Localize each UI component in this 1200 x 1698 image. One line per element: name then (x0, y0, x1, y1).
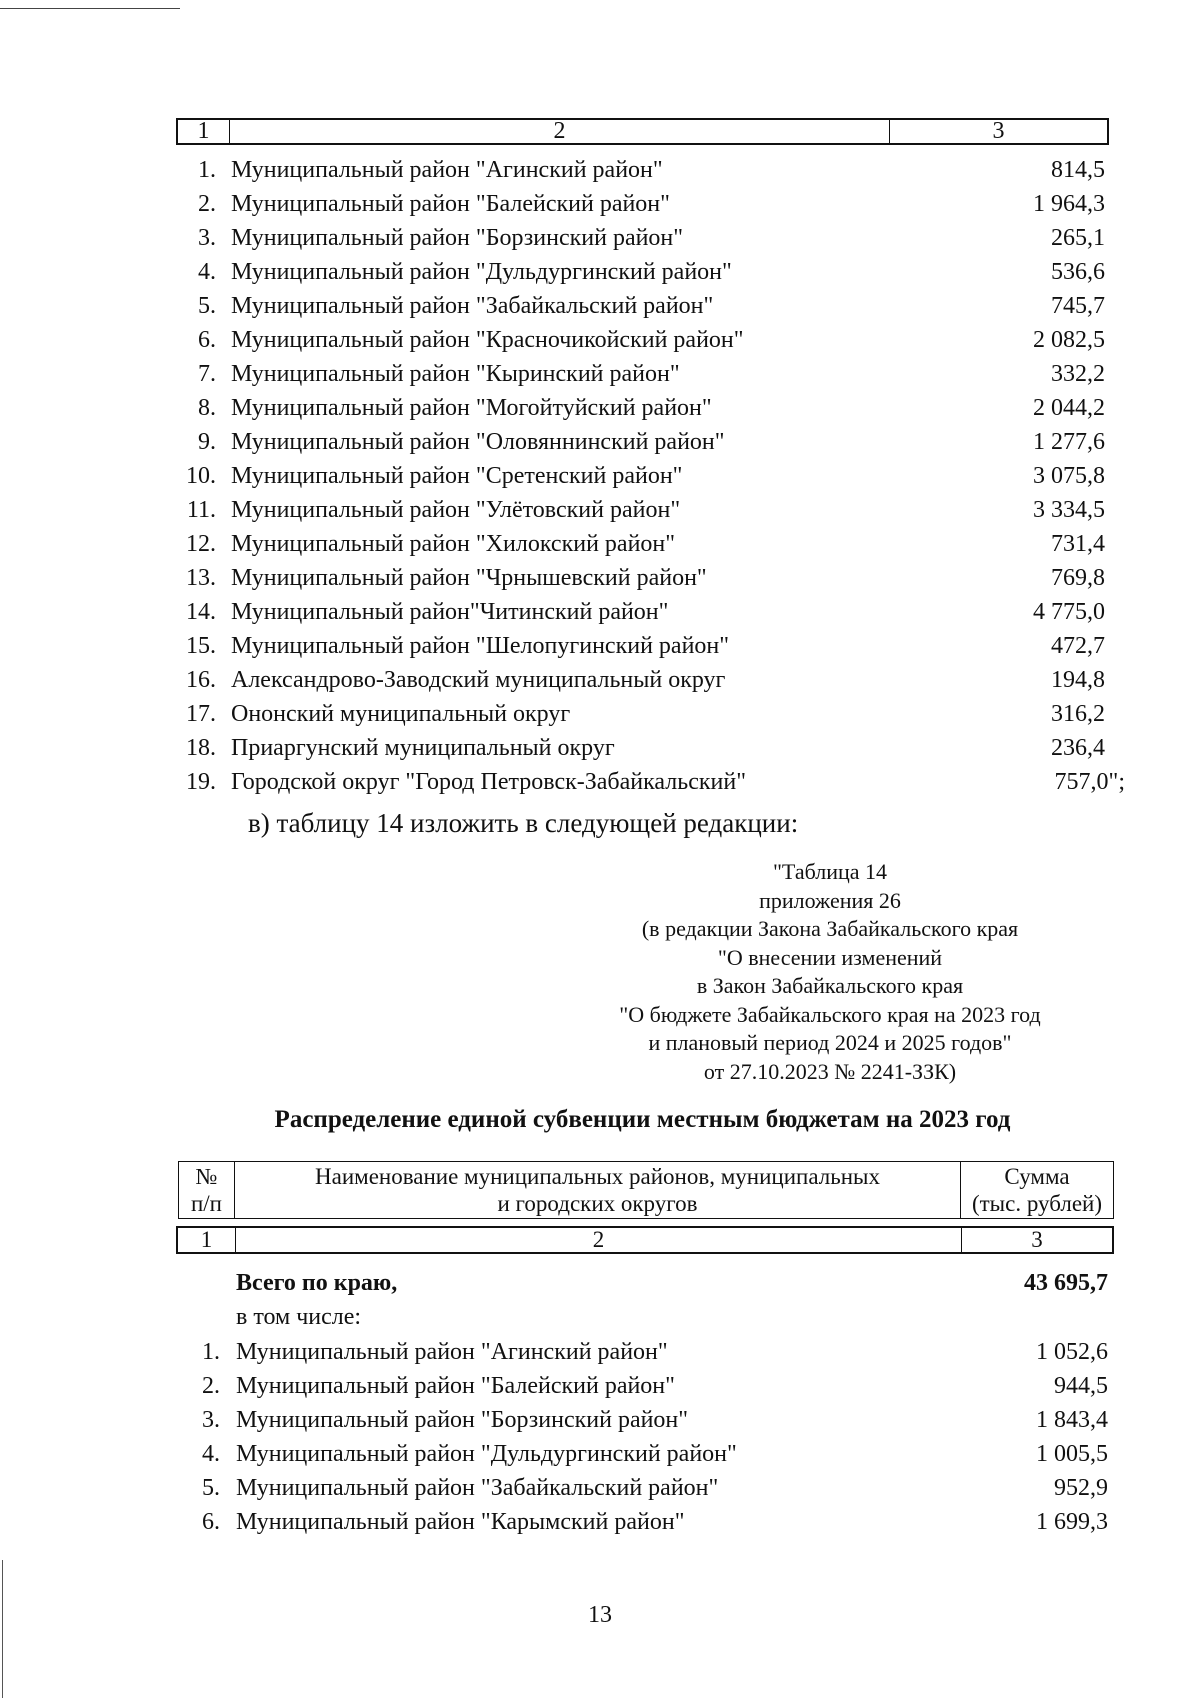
row-number: 12. (186, 531, 216, 557)
row-number: 18. (186, 735, 216, 761)
row-name: Муниципальный район "Забайкальский район" (236, 1475, 719, 1501)
row-name: Муниципальный район "Шелопугинский район" (231, 633, 730, 659)
scan-corner-line (0, 8, 180, 9)
subtotal-label: в том числе: (236, 1304, 362, 1330)
caption-line: "О внесении изменений (717, 944, 943, 970)
row-number: 1. (198, 157, 216, 183)
row-value: 1 843,4 (1036, 1407, 1108, 1433)
table2-colnum-2: 2 (236, 1228, 962, 1252)
row-number: 5. (198, 293, 216, 319)
row-number: 6. (198, 327, 216, 353)
row-number: 5. (202, 1475, 220, 1501)
row-value: 236,4 (1051, 735, 1105, 761)
row-name: Муниципальный район "Чрнышевский район" (231, 565, 707, 591)
row-number: 17. (186, 701, 216, 727)
row-value: 536,6 (1051, 259, 1105, 285)
row-value: 4 775,0 (1033, 599, 1105, 625)
row-value: 952,9 (1054, 1475, 1108, 1501)
table2-header-name (235, 1162, 961, 1218)
table1-colnum-2: 2 (230, 120, 890, 143)
table1-colnum-1: 1 (178, 120, 230, 143)
row-name: Приаргунский муниципальный округ (231, 735, 615, 761)
row-value: 1 005,5 (1036, 1441, 1108, 1467)
row-name: Муниципальный район "Агинский район" (231, 157, 663, 183)
row-name: Муниципальный район "Красночикойский район" (231, 327, 744, 353)
row-name: Александрово-Заводский муниципальный округ (231, 667, 726, 693)
row-name: Городской округ "Город Петровск-Забайкальский" (231, 769, 747, 795)
row-number: 1. (202, 1339, 220, 1365)
caption-line: (в редакции Закона Забайкальского края (641, 916, 1019, 941)
table2-header (178, 1161, 1114, 1219)
row-number: 7. (198, 361, 216, 387)
row-value: 472,7 (1051, 633, 1105, 659)
row-number: 19. (186, 769, 216, 795)
page-number: 13 (588, 1602, 612, 1628)
caption-line: "О бюджете Забайкальского края на 2023 год (619, 1001, 1041, 1027)
row-name: Муниципальный район "Карымский район" (236, 1509, 685, 1535)
row-value: 265,1 (1051, 225, 1105, 251)
table2-colnum-1: 1 (178, 1228, 236, 1252)
row-name: Муниципальный район "Хилокский район" (231, 531, 676, 557)
row-name: Муниципальный район "Оловяннинский район" (231, 429, 725, 455)
row-value: 332,2 (1051, 361, 1105, 387)
row-value: 757,0"; (1054, 769, 1125, 795)
row-value: 3 334,5 (1033, 497, 1105, 523)
total-value: 43 695,7 (1024, 1270, 1108, 1296)
row-number: 4. (202, 1441, 220, 1467)
row-value: 2 044,2 (1033, 395, 1105, 421)
row-number: 2. (202, 1373, 220, 1399)
row-number: 13. (186, 565, 216, 591)
row-value: 1 277,6 (1033, 429, 1105, 455)
row-number: 3. (202, 1407, 220, 1433)
table2-header-number (179, 1162, 235, 1218)
row-number: 15. (186, 633, 216, 659)
table2-header-sum (961, 1162, 1113, 1218)
header-text: № (195, 1164, 218, 1189)
row-number: 8. (198, 395, 216, 421)
row-number: 14. (186, 599, 216, 625)
row-number: 11. (186, 497, 216, 523)
row-name: Муниципальный район"Читинский район" (231, 599, 669, 625)
table-caption (570, 858, 1090, 1086)
table1-column-numbers (176, 118, 1109, 145)
caption-line: приложения 26 (759, 887, 901, 913)
header-text: Наименование муниципальных районов, муниципальных (315, 1164, 880, 1189)
row-number: 16. (186, 667, 216, 693)
table2-column-numbers (176, 1226, 1114, 1254)
caption-line: "Таблица 14 (772, 859, 888, 884)
row-name: Муниципальный район "Дульдургинский район" (231, 259, 732, 285)
row-name: Муниципальный район "Балейский район" (231, 191, 670, 217)
row-value: 3 075,8 (1033, 463, 1105, 489)
row-number: 4. (198, 259, 216, 285)
caption-line: и плановый период 2024 и 2025 годов" (648, 1030, 1012, 1055)
header-text: и городских округов (497, 1191, 698, 1216)
row-value: 194,8 (1051, 667, 1105, 693)
row-value: 769,8 (1051, 565, 1105, 591)
row-name: Муниципальный район "Борзинский район" (231, 225, 684, 251)
scan-edge-line (2, 1560, 3, 1698)
row-value: 731,4 (1051, 531, 1105, 557)
row-name: Муниципальный район "Забайкальский район" (231, 293, 714, 319)
row-value: 1 052,6 (1036, 1339, 1108, 1365)
row-value: 1 964,3 (1033, 191, 1105, 217)
row-value: 814,5 (1051, 157, 1105, 183)
row-number: 2. (198, 191, 216, 217)
row-name: Муниципальный район "Дульдургинский район" (236, 1441, 737, 1467)
row-name: Муниципальный район "Улётовский район" (231, 497, 681, 523)
row-value: 944,5 (1054, 1373, 1108, 1399)
row-number: 10. (186, 463, 216, 489)
row-name: Муниципальный район "Сретенский район" (231, 463, 683, 489)
table2-colnum-3: 3 (1031, 1227, 1043, 1252)
header-text: п/п (190, 1191, 222, 1216)
caption-line: в Закон Забайкальского края (696, 973, 964, 998)
row-name: Ононский муниципальный округ (231, 701, 571, 727)
row-name: Муниципальный район "Кыринский район" (231, 361, 680, 387)
instruction-text: в) таблицу 14 изложить в следующей редакции: (248, 808, 799, 838)
row-name: Муниципальный район "Борзинский район" (236, 1407, 689, 1433)
header-text: (тыс. рублей) (971, 1191, 1103, 1216)
caption-line: от 27.10.2023 № 2241-ЗЗК) (703, 1058, 957, 1084)
table1-colnum-3: 3 (992, 118, 1005, 144)
row-number: 6. (202, 1509, 220, 1535)
row-name: Муниципальный район "Балейский район" (236, 1373, 675, 1399)
row-number: 9. (198, 429, 216, 455)
row-value: 1 699,3 (1036, 1509, 1108, 1535)
row-name: Муниципальный район "Могойтуйский район" (231, 395, 712, 421)
header-text: Сумма (1004, 1164, 1070, 1189)
row-number: 3. (198, 225, 216, 251)
row-value: 745,7 (1051, 293, 1105, 319)
table2-title: Распределение единой субвенции местным бюджетам на 2023 год (274, 1106, 1011, 1133)
row-value: 2 082,5 (1033, 327, 1105, 353)
row-name: Муниципальный район "Агинский район" (236, 1339, 668, 1365)
total-label: Всего по краю, (236, 1270, 398, 1296)
row-value: 316,2 (1051, 701, 1105, 727)
